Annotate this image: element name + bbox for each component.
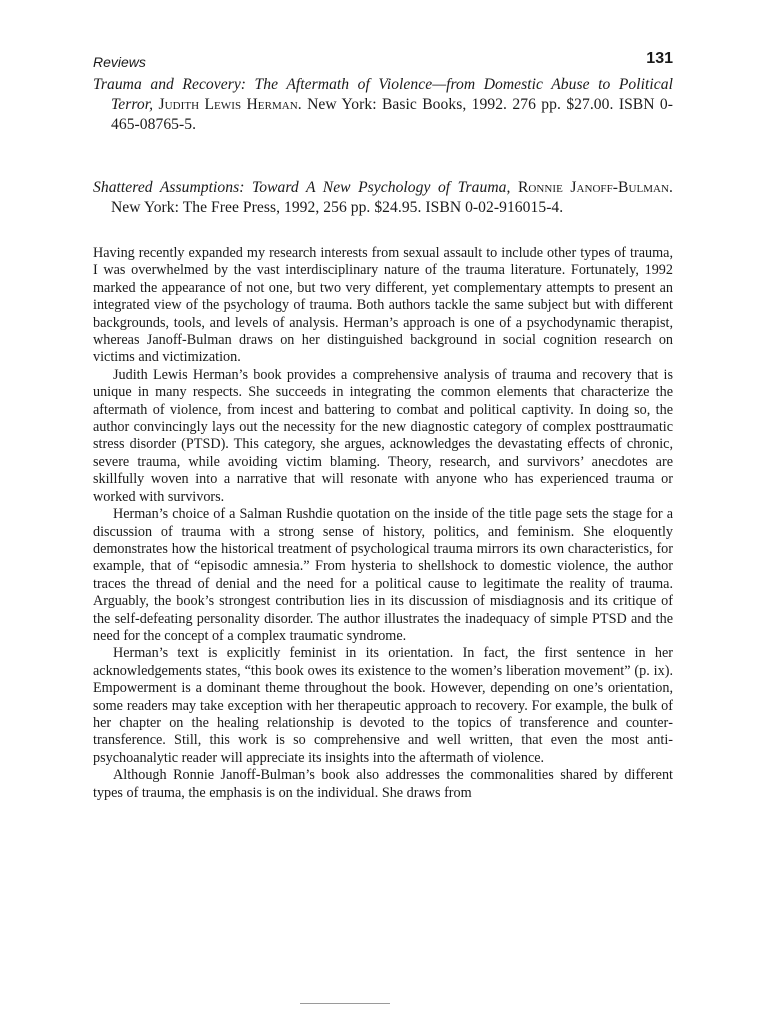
book-title: Trauma and Recovery: The Aftermath of Violence—from Domestic Abuse to Political Terror, [93, 76, 673, 113]
page-number: 131 [646, 50, 673, 67]
book-publication: New York: Basic Books, 1992. 276 pp. $27.00. ISBN 0-465-08765-5. [111, 96, 674, 133]
review-citation-janoff-bulman [93, 178, 673, 218]
footer-rule [300, 1003, 390, 1004]
running-title: Reviews [93, 54, 146, 70]
body-paragraph: Judith Lewis Herman’s book provides a comprehensive analysis of trauma and recovery that is unique in many respects. She succeeds in integrating the common elements that characterize the aftermath of violence, from incest and battering to combat and political captivity. In doing so, the author convincingly lays out the necessity for the new diagnostic category of complex posttraumatic stress disorder (PTSD). This category, she argues, acknowledges the devastating effects of chronic, severe trauma, while avoiding victim blaming. Theory, research, and survivors’ anecdotes are skillfully woven into a narrative that will resonate with anyone who has experienced trauma or worked with survivors. [93, 366, 673, 505]
running-header [93, 50, 673, 72]
body-paragraph: Herman’s text is explicitly feminist in its orientation. In fact, the first sentence in her acknowledgements states, “this book owes its existence to the women’s liberation movement” (p. ix). Empowerment is a dominant theme throughout the book. However, depending on one’s orientation, some readers may take exception with her therapeutic approach to recovery. For example, the bulk of her chapter on the healing relationship is devoted to the topics of transference and countertransference. Still, this work is so comprehensive and well written, that even the most anti-psychoanalytic reader will appreciate its insights into the aftermath of violence. [93, 645, 673, 766]
book-publication: New York: The Free Press, 1992, 256 pp. $24.95. ISBN 0-02-916015-4. [111, 199, 564, 216]
review-body [93, 245, 673, 802]
book-author: Ronnie Janoff-Bulman. [517, 179, 673, 196]
review-citation-herman [93, 75, 673, 135]
page [93, 50, 673, 802]
book-author: Judith Lewis Herman. [158, 96, 302, 113]
body-paragraph: Although Ronnie Janoff-Bulman’s book also addresses the commonalities shared by different types of trauma, the emphasis is on the individual. She draws from [93, 767, 673, 801]
body-paragraph: Having recently expanded my research interests from sexual assault to include other types of trauma, I was overwhelmed by the vast interdisciplinary nature of the trauma literature. Fortunately, 1992 marked the appearance of not one, but two very different, yet complementary attempts to present an integrated view of the psychology of trauma. Both authors tackle the same subject but with different backgrounds, tools, and levels of analysis. Herman’s approach is one of a psychodynamic therapist, whereas Janoff-Bulman draws on her distinguished background in social cognition research on victims and victimization. [93, 245, 673, 366]
book-title: Shattered Assumptions: Toward A New Psychology of Trauma, [93, 179, 511, 196]
body-paragraph: Herman’s choice of a Salman Rushdie quotation on the inside of the title page sets the stage for a discussion of trauma with a strong sense of history, politics, and feminism. She eloquently demonstrates how the historical treatment of psychological trauma mirrors its own characteristics, for example, that of “episodic amnesia.” From hysteria to shellshock to domestic violence, the author traces the thread of denial and the need for a political cause to legitimate the reality of trauma. Arguably, the book’s strongest contribution lies in its discussion of misdiagnosis and its critique of the self-defeating personality disorder. The author illustrates the inadequacy of simple PTSD and the need for the concept of a complex traumatic syndrome. [93, 506, 673, 644]
